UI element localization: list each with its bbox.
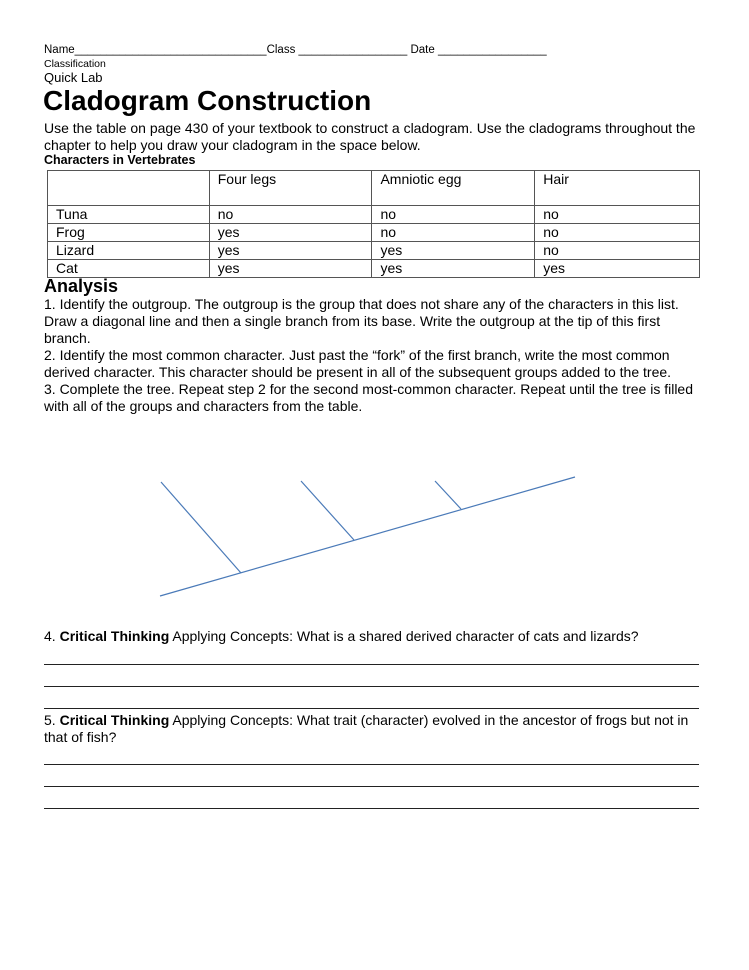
question-text: Applying Concepts: What is a shared derived character of cats and lizards? [169, 628, 639, 644]
table-cell: yes [209, 242, 372, 260]
analysis-heading: Analysis [44, 276, 119, 296]
answer-line[interactable] [44, 708, 699, 709]
answer-line[interactable] [44, 764, 699, 765]
table-header-cell: Hair [535, 171, 700, 206]
table-cell: Lizard [48, 242, 210, 260]
question-4 [44, 628, 709, 645]
answer-line[interactable] [44, 786, 699, 787]
table-cell: yes [372, 260, 535, 278]
category-label: Classification [44, 58, 106, 70]
page-title: Cladogram Construction [43, 85, 372, 116]
class-field[interactable]: Class _________________ [266, 44, 408, 56]
analysis-step: 2. Identify the most common character. Just past the “fork” of the first branch, write the most common derived character. This character should be present in all of the subsequent groups added to the tree. [44, 347, 672, 380]
question-5 [44, 712, 709, 746]
question-number: 5. [44, 712, 56, 728]
table-cell: Cat [48, 260, 210, 278]
lab-type-label: Quick Lab [44, 70, 103, 85]
question-number: 4. [44, 628, 56, 644]
cladogram-lines [160, 477, 575, 596]
table-header-cell: Amniotic egg [372, 171, 535, 206]
question-text: Applying Concepts: What trait (character) evolved in the ancestor of frogs but not in that of fish? [44, 712, 689, 745]
table-cell: no [535, 224, 700, 242]
table-cell: yes [209, 224, 372, 242]
cladogram-branch [301, 481, 354, 540]
table-cell: Tuna [48, 206, 210, 224]
date-field[interactable]: Date _________________ [410, 44, 547, 56]
question-emphasis: Critical Thinking [59, 712, 170, 728]
intro-text: Use the table on page 430 of your textbook to construct a cladogram. Use the cladograms throughout the chapter to help you draw your cladogram in the space below. [44, 120, 696, 153]
table-cell: Frog [48, 224, 210, 242]
cladogram-branch [435, 481, 461, 509]
table-cell: yes [372, 242, 535, 260]
table-cell: no [372, 206, 535, 224]
cladogram-branch [161, 482, 241, 573]
answer-line[interactable] [44, 808, 699, 809]
table-caption: Characters in Vertebrates [44, 153, 196, 167]
name-field[interactable]: Name______________________________ [44, 44, 267, 56]
table-cell: yes [535, 260, 700, 278]
question-emphasis: Critical Thinking [59, 628, 170, 644]
table-cell: no [372, 224, 535, 242]
table-cell: no [535, 242, 700, 260]
table-cell: no [209, 206, 372, 224]
analysis-step: 3. Complete the tree. Repeat step 2 for the second most-common character. Repeat until the tree is filled with all of the groups and characters from the table. [44, 381, 694, 414]
answer-line[interactable] [44, 664, 699, 665]
table-cell: no [535, 206, 700, 224]
table-cell: yes [209, 260, 372, 278]
answer-line[interactable] [44, 686, 699, 687]
analysis-step: 1. Identify the outgroup. The outgroup is the group that does not share any of the characters in this list. Draw a diagonal line and then a single branch from its base. Write the outgroup at the tip of this first branch. [44, 296, 679, 346]
cladogram-main-axis [160, 477, 575, 596]
table-header-cell: Four legs [209, 171, 372, 206]
